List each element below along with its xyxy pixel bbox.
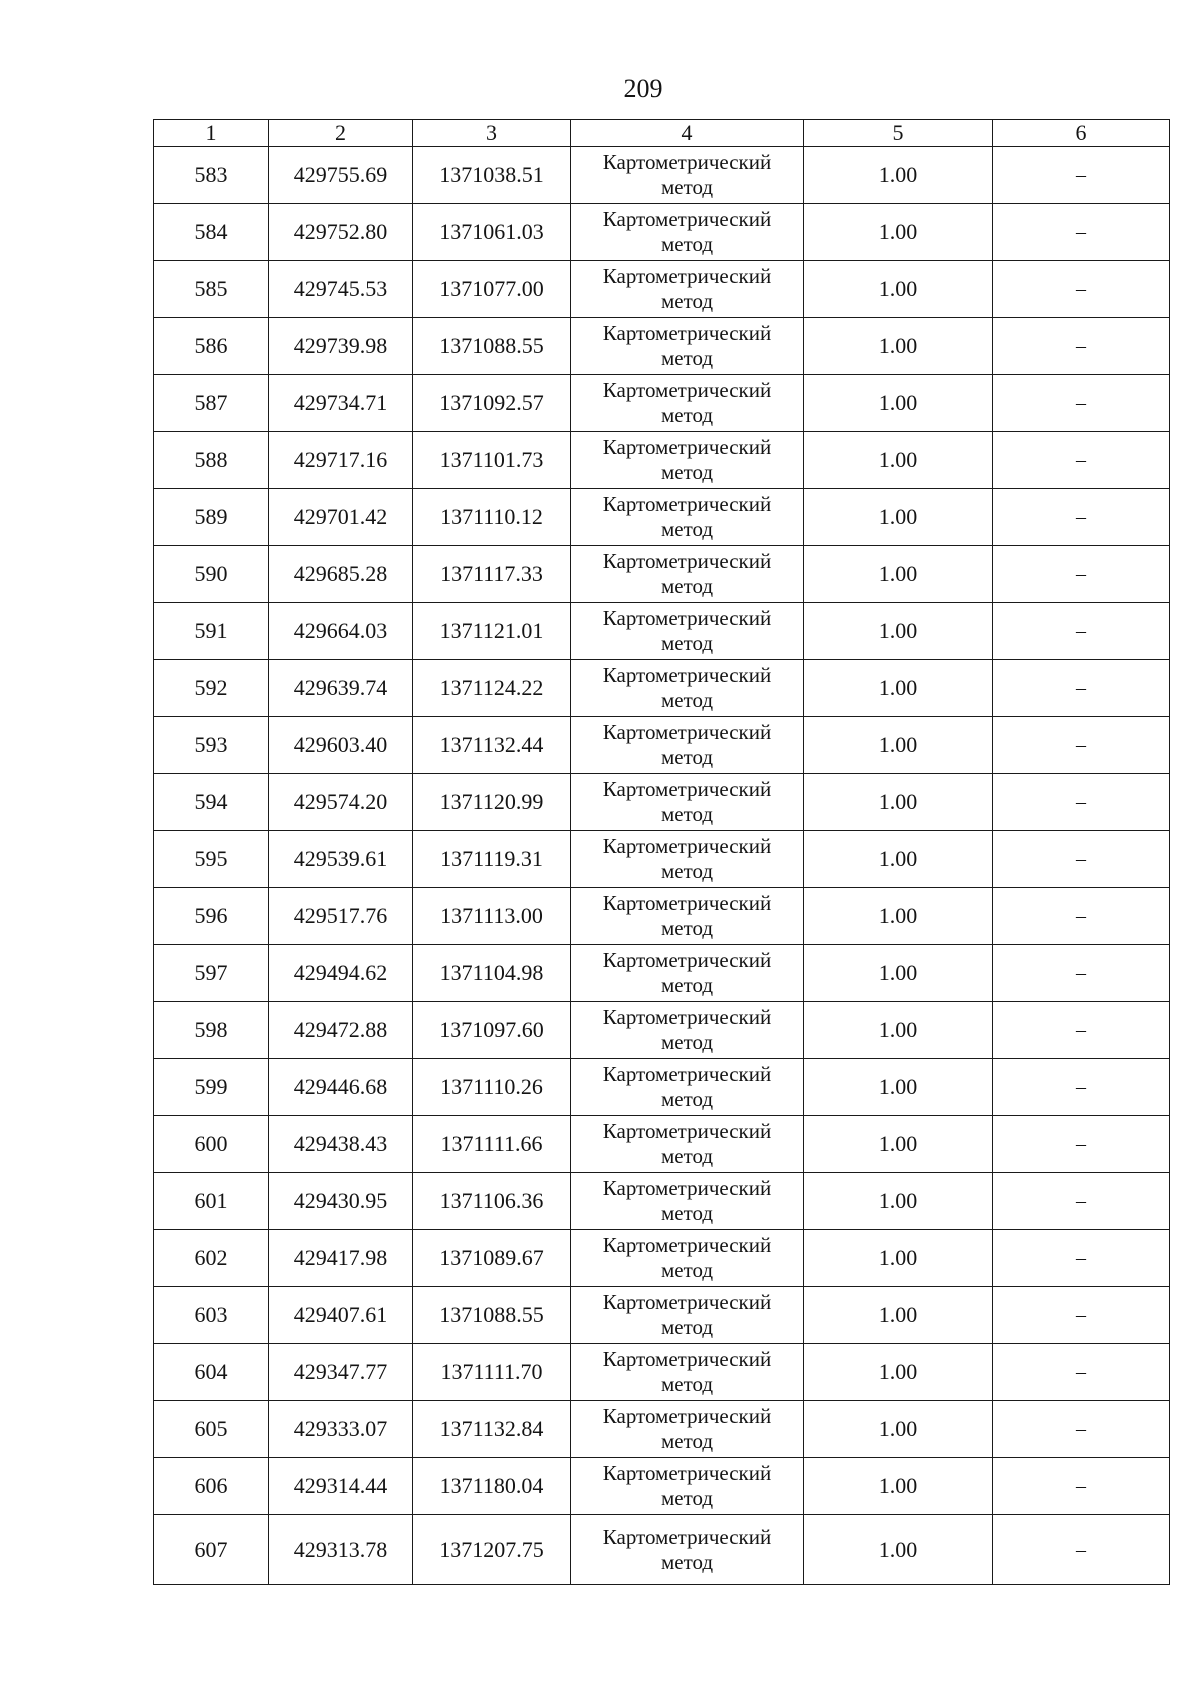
note-cell: – — [993, 603, 1170, 660]
point-number-cell: 605 — [154, 1401, 269, 1458]
method-text: Картометрический метод — [602, 948, 772, 997]
coord-x-cell: 429347.77 — [269, 1344, 413, 1401]
table-row — [154, 204, 1170, 261]
point-number-cell: 584 — [154, 204, 269, 261]
method-cell — [571, 546, 804, 603]
accuracy-cell: 1.00 — [804, 1116, 993, 1173]
accuracy-cell: 1.00 — [804, 1173, 993, 1230]
note-cell: – — [993, 375, 1170, 432]
method-text: Картометрический метод — [602, 321, 772, 370]
method-text: Картометрический метод — [602, 1005, 772, 1054]
page-number: 209 — [623, 74, 663, 103]
table-row — [154, 1287, 1170, 1344]
point-number-cell: 595 — [154, 831, 269, 888]
accuracy-cell: 1.00 — [804, 1401, 993, 1458]
method-cell — [571, 603, 804, 660]
note-cell: – — [993, 1002, 1170, 1059]
table-row — [154, 1059, 1170, 1116]
table-header — [154, 120, 1170, 147]
method-cell — [571, 204, 804, 261]
note-cell: – — [993, 147, 1170, 204]
coord-y-cell: 1371110.12 — [413, 489, 571, 546]
method-text: Картометрический метод — [602, 1062, 772, 1111]
table-row — [154, 261, 1170, 318]
coord-x-cell: 429430.95 — [269, 1173, 413, 1230]
accuracy-cell: 1.00 — [804, 489, 993, 546]
accuracy-cell: 1.00 — [804, 318, 993, 375]
point-number-cell: 602 — [154, 1230, 269, 1287]
accuracy-cell: 1.00 — [804, 1344, 993, 1401]
note-cell: – — [993, 489, 1170, 546]
table-row — [154, 831, 1170, 888]
table-row — [154, 546, 1170, 603]
point-number-cell: 590 — [154, 546, 269, 603]
accuracy-cell: 1.00 — [804, 1059, 993, 1116]
header-row — [154, 120, 1170, 147]
coord-x-cell: 429446.68 — [269, 1059, 413, 1116]
method-text: Картометрический метод — [602, 777, 772, 826]
header-cell-6: 6 — [993, 120, 1170, 147]
coord-y-cell: 1371132.84 — [413, 1401, 571, 1458]
method-cell — [571, 432, 804, 489]
table-row — [154, 660, 1170, 717]
coord-x-cell: 429314.44 — [269, 1458, 413, 1515]
coord-x-cell: 429745.53 — [269, 261, 413, 318]
note-cell: – — [993, 1059, 1170, 1116]
coord-y-cell: 1371124.22 — [413, 660, 571, 717]
method-cell — [571, 1287, 804, 1344]
note-cell: – — [993, 1230, 1170, 1287]
method-text: Картометрический метод — [602, 834, 772, 883]
header-cell-1: 1 — [154, 120, 269, 147]
accuracy-cell: 1.00 — [804, 147, 993, 204]
coord-y-cell: 1371111.70 — [413, 1344, 571, 1401]
header-cell-4: 4 — [571, 120, 804, 147]
table-row — [154, 1344, 1170, 1401]
method-text: Картометрический метод — [602, 1233, 772, 1282]
coord-x-cell: 429685.28 — [269, 546, 413, 603]
point-number-cell: 597 — [154, 945, 269, 1002]
note-cell: – — [993, 774, 1170, 831]
method-text: Картометрический метод — [602, 1176, 772, 1225]
table-row — [154, 1515, 1170, 1585]
table-row — [154, 1116, 1170, 1173]
coord-y-cell: 1371111.66 — [413, 1116, 571, 1173]
coord-x-cell: 429313.78 — [269, 1515, 413, 1585]
coord-y-cell: 1371180.04 — [413, 1458, 571, 1515]
header-cell-2: 2 — [269, 120, 413, 147]
method-cell — [571, 147, 804, 204]
method-cell — [571, 1230, 804, 1287]
point-number-cell: 591 — [154, 603, 269, 660]
coord-y-cell: 1371119.31 — [413, 831, 571, 888]
table-row — [154, 1173, 1170, 1230]
table-row — [154, 774, 1170, 831]
method-text: Картометрический метод — [602, 150, 772, 199]
coord-x-cell: 429752.80 — [269, 204, 413, 261]
note-cell: – — [993, 1344, 1170, 1401]
coord-x-cell: 429407.61 — [269, 1287, 413, 1344]
coord-x-cell: 429664.03 — [269, 603, 413, 660]
method-cell — [571, 1344, 804, 1401]
coord-y-cell: 1371101.73 — [413, 432, 571, 489]
method-cell — [571, 945, 804, 1002]
method-cell — [571, 1458, 804, 1515]
method-text: Картометрический метод — [602, 1290, 772, 1339]
table-row — [154, 489, 1170, 546]
note-cell: – — [993, 717, 1170, 774]
coordinates-table — [153, 119, 1170, 1585]
method-cell — [571, 1173, 804, 1230]
coord-x-cell: 429333.07 — [269, 1401, 413, 1458]
accuracy-cell: 1.00 — [804, 1458, 993, 1515]
table-row — [154, 318, 1170, 375]
coord-y-cell: 1371110.26 — [413, 1059, 571, 1116]
method-cell — [571, 660, 804, 717]
point-number-cell: 603 — [154, 1287, 269, 1344]
method-text: Картометрический метод — [602, 1347, 772, 1396]
method-cell — [571, 1401, 804, 1458]
table-row — [154, 432, 1170, 489]
table-row — [154, 717, 1170, 774]
accuracy-cell: 1.00 — [804, 603, 993, 660]
coord-x-cell: 429603.40 — [269, 717, 413, 774]
point-number-cell: 607 — [154, 1515, 269, 1585]
method-text: Картометрический метод — [602, 1524, 772, 1574]
coord-y-cell: 1371088.55 — [413, 1287, 571, 1344]
note-cell: – — [993, 1173, 1170, 1230]
method-cell — [571, 774, 804, 831]
method-cell — [571, 375, 804, 432]
coord-y-cell: 1371038.51 — [413, 147, 571, 204]
method-cell — [571, 831, 804, 888]
point-number-cell: 585 — [154, 261, 269, 318]
note-cell: – — [993, 660, 1170, 717]
coord-x-cell: 429494.62 — [269, 945, 413, 1002]
method-text: Картометрический метод — [602, 1461, 772, 1510]
method-text: Картометрический метод — [602, 663, 772, 712]
note-cell: – — [993, 1401, 1170, 1458]
method-cell — [571, 1002, 804, 1059]
method-text: Картометрический метод — [602, 492, 772, 541]
coord-x-cell: 429739.98 — [269, 318, 413, 375]
table-body — [154, 147, 1170, 1585]
note-cell: – — [993, 261, 1170, 318]
method-text: Картометрический метод — [602, 1404, 772, 1453]
coord-y-cell: 1371207.75 — [413, 1515, 571, 1585]
table-row — [154, 888, 1170, 945]
note-cell: – — [993, 1458, 1170, 1515]
coord-y-cell: 1371097.60 — [413, 1002, 571, 1059]
method-text: Картометрический метод — [602, 435, 772, 484]
accuracy-cell: 1.00 — [804, 204, 993, 261]
coord-y-cell: 1371088.55 — [413, 318, 571, 375]
accuracy-cell: 1.00 — [804, 945, 993, 1002]
method-text: Картометрический метод — [602, 207, 772, 256]
table-row — [154, 945, 1170, 1002]
accuracy-cell: 1.00 — [804, 1230, 993, 1287]
note-cell: – — [993, 1116, 1170, 1173]
coord-x-cell: 429639.74 — [269, 660, 413, 717]
accuracy-cell: 1.00 — [804, 1002, 993, 1059]
method-cell — [571, 1116, 804, 1173]
coord-y-cell: 1371106.36 — [413, 1173, 571, 1230]
accuracy-cell: 1.00 — [804, 888, 993, 945]
note-cell: – — [993, 318, 1170, 375]
method-text: Картометрический метод — [602, 264, 772, 313]
point-number-cell: 601 — [154, 1173, 269, 1230]
point-number-cell: 604 — [154, 1344, 269, 1401]
coord-y-cell: 1371104.98 — [413, 945, 571, 1002]
accuracy-cell: 1.00 — [804, 261, 993, 318]
coord-x-cell: 429717.16 — [269, 432, 413, 489]
table-row — [154, 1230, 1170, 1287]
point-number-cell: 593 — [154, 717, 269, 774]
accuracy-cell: 1.00 — [804, 375, 993, 432]
method-text: Картометрический метод — [602, 720, 772, 769]
method-text: Картометрический метод — [602, 891, 772, 940]
point-number-cell: 588 — [154, 432, 269, 489]
table-row — [154, 1401, 1170, 1458]
table-row — [154, 603, 1170, 660]
accuracy-cell: 1.00 — [804, 1287, 993, 1344]
method-text: Картометрический метод — [602, 1119, 772, 1168]
coord-y-cell: 1371120.99 — [413, 774, 571, 831]
point-number-cell: 600 — [154, 1116, 269, 1173]
point-number-cell: 594 — [154, 774, 269, 831]
note-cell: – — [993, 204, 1170, 261]
note-cell: – — [993, 831, 1170, 888]
coord-x-cell: 429755.69 — [269, 147, 413, 204]
coord-y-cell: 1371061.03 — [413, 204, 571, 261]
coord-x-cell: 429539.61 — [269, 831, 413, 888]
method-cell — [571, 888, 804, 945]
coord-x-cell: 429517.76 — [269, 888, 413, 945]
point-number-cell: 598 — [154, 1002, 269, 1059]
point-number-cell: 596 — [154, 888, 269, 945]
table-row — [154, 147, 1170, 204]
coord-x-cell: 429574.20 — [269, 774, 413, 831]
coord-x-cell: 429417.98 — [269, 1230, 413, 1287]
point-number-cell: 586 — [154, 318, 269, 375]
coord-y-cell: 1371113.00 — [413, 888, 571, 945]
point-number-cell: 599 — [154, 1059, 269, 1116]
point-number-cell: 583 — [154, 147, 269, 204]
note-cell: – — [993, 1287, 1170, 1344]
method-cell — [571, 489, 804, 546]
coord-x-cell: 429734.71 — [269, 375, 413, 432]
accuracy-cell: 1.00 — [804, 1515, 993, 1585]
coord-y-cell: 1371121.01 — [413, 603, 571, 660]
accuracy-cell: 1.00 — [804, 432, 993, 489]
method-text: Картометрический метод — [602, 549, 772, 598]
method-cell — [571, 1515, 804, 1585]
note-cell: – — [993, 1515, 1170, 1585]
note-cell: – — [993, 945, 1170, 1002]
table-row — [154, 1002, 1170, 1059]
method-text: Картометрический метод — [602, 606, 772, 655]
point-number-cell: 589 — [154, 489, 269, 546]
point-number-cell: 606 — [154, 1458, 269, 1515]
method-cell — [571, 318, 804, 375]
coord-y-cell: 1371077.00 — [413, 261, 571, 318]
method-cell — [571, 1059, 804, 1116]
header-cell-5: 5 — [804, 120, 993, 147]
accuracy-cell: 1.00 — [804, 831, 993, 888]
header-cell-3: 3 — [413, 120, 571, 147]
accuracy-cell: 1.00 — [804, 546, 993, 603]
coord-x-cell: 429701.42 — [269, 489, 413, 546]
table-row — [154, 375, 1170, 432]
method-cell — [571, 717, 804, 774]
point-number-cell: 587 — [154, 375, 269, 432]
coord-x-cell: 429472.88 — [269, 1002, 413, 1059]
note-cell: – — [993, 888, 1170, 945]
note-cell: – — [993, 432, 1170, 489]
coord-y-cell: 1371089.67 — [413, 1230, 571, 1287]
note-cell: – — [993, 546, 1170, 603]
accuracy-cell: 1.00 — [804, 774, 993, 831]
accuracy-cell: 1.00 — [804, 717, 993, 774]
coord-y-cell: 1371132.44 — [413, 717, 571, 774]
method-text: Картометрический метод — [602, 378, 772, 427]
coord-x-cell: 429438.43 — [269, 1116, 413, 1173]
method-cell — [571, 261, 804, 318]
coord-y-cell: 1371117.33 — [413, 546, 571, 603]
table-row — [154, 1458, 1170, 1515]
accuracy-cell: 1.00 — [804, 660, 993, 717]
coord-y-cell: 1371092.57 — [413, 375, 571, 432]
point-number-cell: 592 — [154, 660, 269, 717]
